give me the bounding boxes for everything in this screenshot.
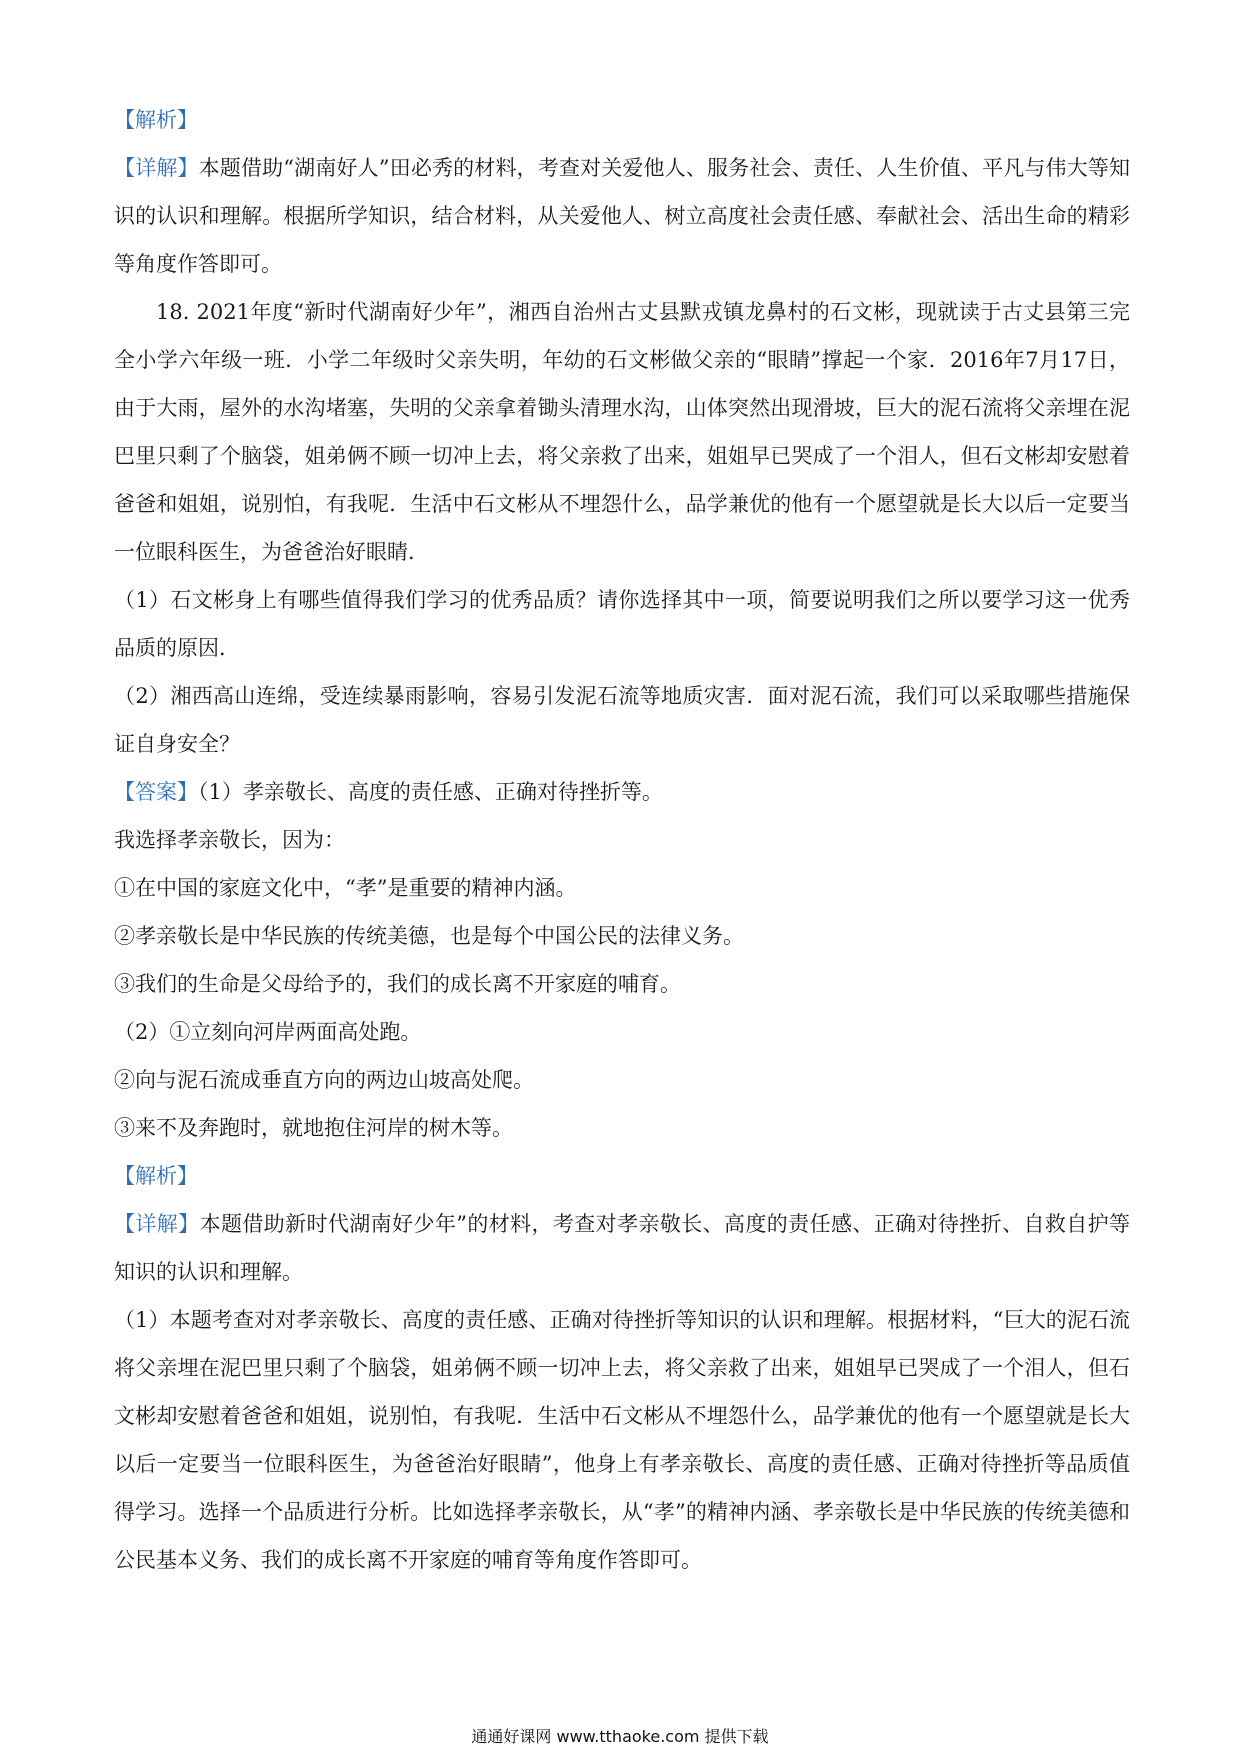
answer-part-1: （1）孝亲敬长、高度的责任感、正确对待挫折等。 [198,780,663,804]
detail-tag: 【详解】 [114,156,199,180]
detail-text: 本题借助新时代湖南好少年”的材料，考查对孝亲敬长、高度的责任感、正确对待挫折、自救自护等知识的认识和理解。 [114,1212,1131,1284]
detail-text: 本题借助“湖南好人”田必秀的材料，考查对关爱他人、服务社会、责任、人生价值、平凡与伟大等知识的认识和理解。根据所学知识，结合材料，从关爱他人、树立高度社会责任感、奉献社会、活出生命的精彩等角度作答即可。 [114,156,1131,276]
detail-tag: 【详解】 [114,1212,200,1236]
answer-part-2-item-2: ②向与泥石流成垂直方向的两边山坡高处爬。 [114,1068,534,1092]
analysis-tag: 【解析】 [114,1164,198,1188]
detail-part-1: （1）本题考查对对孝亲敬长、高度的责任感、正确对待挫折等知识的认识和理解。根据材料，“巨大的泥石流将父亲埋在泥巴里只剩了个脑袋，姐弟俩不顾一切冲上去，将父亲救了出来，姐姐早已哭成了一个泪人，但石文彬却安慰着爸爸和姐姐，说别怕，有我呢．生活中石文彬从不埋怨什么，品学兼优的他有一个愿望就是长大以后一定要当一位眼科医生，为爸爸治好眼睛”，他身上有孝亲敬长、高度的责任感、正确对待挫折等品质值得学习。选择一个品质进行分析。比如选择孝亲敬长，从“孝”的精神内涵、孝亲敬长是中华民族的传统美德和公民基本义务、我们的成长离不开家庭的哺育等角度作答即可。 [114,1308,1130,1572]
document-page [114,96,1130,1584]
answer-reason-3: ③我们的生命是父母给予的，我们的成长离不开家庭的哺育。 [114,972,681,996]
answer-reason-2: ②孝亲敬长是中华民族的传统美德，也是每个中国公民的法律义务。 [114,924,744,948]
question-part-1: （1）石文彬身上有哪些值得我们学习的优秀品质？请你选择其中一项，简要说明我们之所以要学习这一优秀品质的原因． [114,588,1130,660]
answer-part-2: （2）①立刻向河岸两面高处跑。 [114,1020,422,1044]
question-material: 18. 2021年度“新时代湖南好少年”，湘西自治州古丈县默戎镇龙鼻村的石文彬，现就读于古丈县第三完全小学六年级一班．小学二年级时父亲失明，年幼的石文彬做父亲的“眼睛”撑起一个家．2016年7月17日，由于大雨，屋外的水沟堵塞，失明的父亲拿着锄头清理水沟，山体突然出现滑坡，巨大的泥石流将父亲埋在泥巴里只剩了个脑袋，姐弟俩不顾一切冲上去，将父亲救了出来，姐姐早已哭成了一个泪人，但石文彬却安慰着爸爸和姐姐，说别怕，有我呢．生活中石文彬从不埋怨什么，品学兼优的他有一个愿望就是长大以后一定要当一位眼科医生，为爸爸治好眼睛． [114,300,1130,564]
question-part-2: （2）湘西高山连绵，受连续暴雨影响，容易引发泥石流等地质灾害．面对泥石流，我们可以采取哪些措施保证自身安全？ [114,684,1130,756]
analysis-tag: 【解析】 [114,108,198,132]
detail-paragraph [114,144,1130,288]
answer-part-2-item-3: ③来不及奔跑时，就地抱住河岸的树木等。 [114,1116,513,1140]
answer-reason-1: ①在中国的家庭文化中，“孝”是重要的精神内涵。 [114,876,577,900]
answer-tag: 【答案】 [114,780,198,804]
detail-paragraph [114,1200,1130,1296]
answer-choice: 我选择孝亲敬长，因为： [114,828,345,852]
footer-text: 通通好课网 www.tthaoke.com 提供下载 [471,1727,769,1746]
answer-line-1 [114,768,1130,816]
